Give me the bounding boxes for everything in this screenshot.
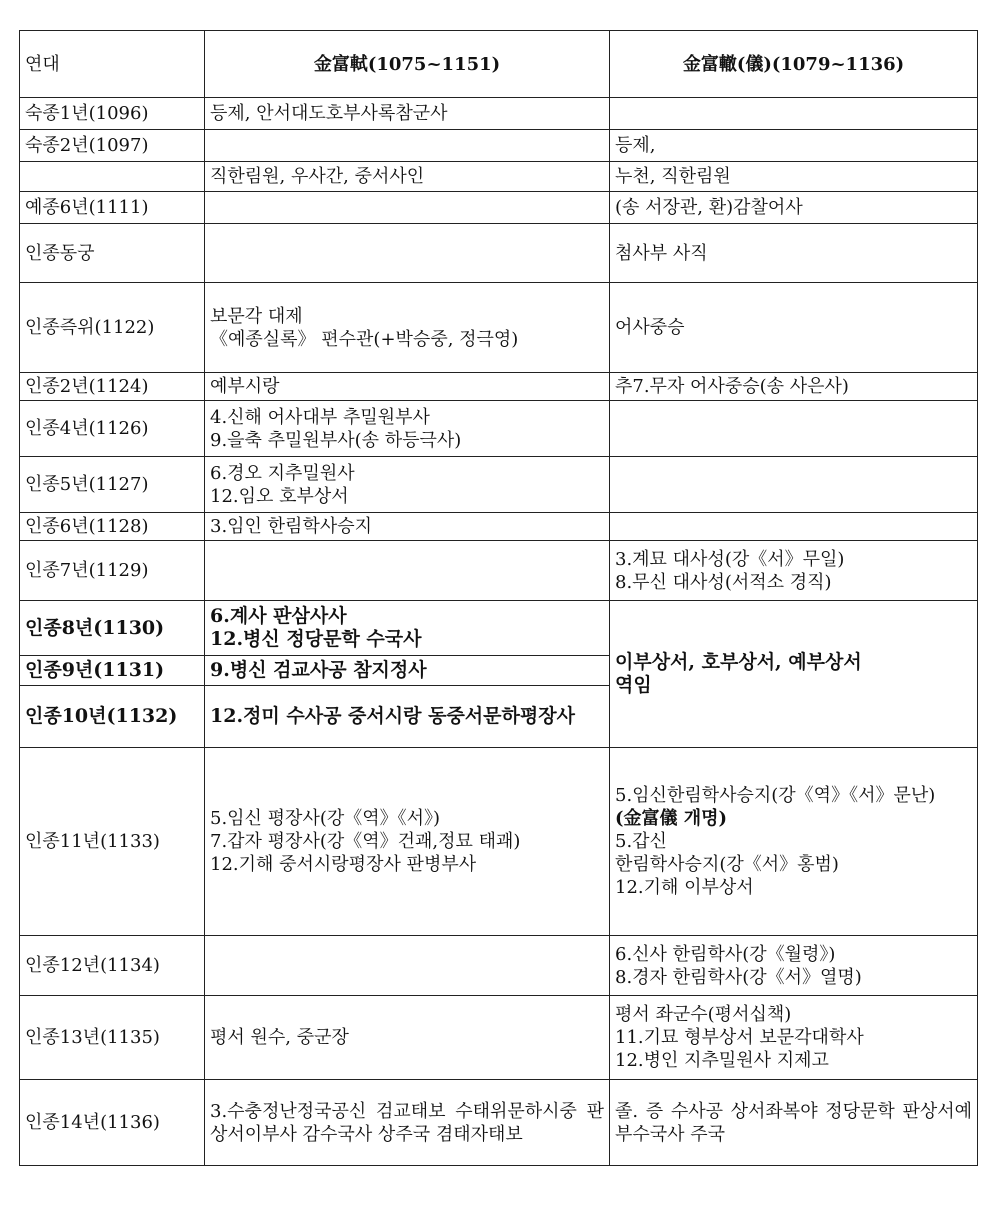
table-row bbox=[20, 98, 978, 130]
busik-cell: 3.수충정난정국공신 검교태보 수태위문하시중 판상서이부사 감수국사 상주국 겸태자태보 bbox=[205, 1080, 610, 1166]
era-cell: 인종10년(1132) bbox=[20, 686, 205, 748]
bucheol-line: 한림학사승지(강《서》홍범) bbox=[615, 854, 839, 875]
era-cell bbox=[20, 162, 205, 192]
header-kim-bucheol: 金富轍(儀)(1079~1136) bbox=[610, 31, 978, 98]
busik-cell: 예부시랑 bbox=[205, 373, 610, 401]
bucheol-line: 5.임신한림학사승지(강《역》《서》문난) bbox=[615, 785, 936, 806]
busik-line: 12.임오 호부상서 bbox=[210, 485, 349, 507]
table-row bbox=[20, 541, 978, 601]
busik-cell bbox=[205, 401, 610, 457]
bucheol-line: 3.계묘 대사성(강《서》무일) bbox=[615, 548, 845, 570]
busik-cell: 직한림원, 우사간, 중서사인 bbox=[205, 162, 610, 192]
busik-cell bbox=[205, 457, 610, 513]
bucheol-line: 12.기해 이부상서 bbox=[615, 877, 754, 898]
bucheol-cell: 어사중승 bbox=[610, 283, 978, 373]
header-era: 연대 bbox=[20, 31, 205, 98]
bucheol-cell: 졸. 증 수사공 상서좌복야 정당문학 판상서예부수국사 주국 bbox=[610, 1080, 978, 1166]
era-cell: 인종14년(1136) bbox=[20, 1080, 205, 1166]
bucheol-cell: 등제, bbox=[610, 130, 978, 162]
table-row bbox=[20, 513, 978, 541]
bucheol-line: 이부상서, 호부상서, 예부상서 bbox=[615, 651, 862, 673]
era-cell: 인종2년(1124) bbox=[20, 373, 205, 401]
table-row bbox=[20, 1080, 978, 1166]
bucheol-line: 11.기묘 형부상서 보문각대학사 bbox=[615, 1027, 864, 1048]
table-row bbox=[20, 936, 978, 996]
busik-line: 보문각 대제 bbox=[210, 305, 303, 327]
table-row bbox=[20, 748, 978, 936]
header-kim-busik: 金富軾(1075~1151) bbox=[205, 31, 610, 98]
busik-cell bbox=[205, 130, 610, 162]
chronology-table bbox=[19, 30, 978, 1166]
era-cell: 인종12년(1134) bbox=[20, 936, 205, 996]
bucheol-line: 8.경자 한림학사(강《서》열명) bbox=[615, 966, 862, 988]
busik-line: 4.신해 어사대부 추밀원부사 bbox=[210, 406, 430, 428]
bucheol-line: 평서 좌군수(평서십책) bbox=[615, 1004, 792, 1025]
table-row bbox=[20, 162, 978, 192]
era-cell: 인종13년(1135) bbox=[20, 996, 205, 1080]
era-cell: 인종9년(1131) bbox=[20, 656, 205, 686]
bucheol-cell: (송 서장관, 환)감찰어사 bbox=[610, 192, 978, 224]
bucheol-cell bbox=[610, 457, 978, 513]
bucheol-cell bbox=[610, 513, 978, 541]
table-row bbox=[20, 192, 978, 224]
busik-cell bbox=[205, 192, 610, 224]
bucheol-line: 12.병인 지추밀원사 지제고 bbox=[615, 1050, 829, 1071]
busik-cell: 3.임인 한림학사승지 bbox=[205, 513, 610, 541]
busik-cell bbox=[205, 224, 610, 283]
bucheol-line: 5.갑신 bbox=[615, 831, 667, 852]
header-row bbox=[20, 31, 978, 98]
busik-cell bbox=[205, 541, 610, 601]
bucheol-cell bbox=[610, 936, 978, 996]
busik-cell bbox=[205, 601, 610, 656]
bucheol-merged-cell bbox=[610, 601, 978, 748]
bucheol-cell bbox=[610, 98, 978, 130]
busik-line: 6.경오 지추밀원사 bbox=[210, 462, 355, 484]
era-cell: 인종즉위(1122) bbox=[20, 283, 205, 373]
era-cell: 숙종1년(1096) bbox=[20, 98, 205, 130]
era-cell: 인종동궁 bbox=[20, 224, 205, 283]
era-cell: 인종8년(1130) bbox=[20, 601, 205, 656]
busik-cell bbox=[205, 283, 610, 373]
busik-line: 《예종실록》 편수관(+박승중, 정극영) bbox=[210, 328, 519, 350]
bucheol-cell: 첨사부 사직 bbox=[610, 224, 978, 283]
table-row bbox=[20, 401, 978, 457]
era-cell: 인종11년(1133) bbox=[20, 748, 205, 936]
era-cell: 인종5년(1127) bbox=[20, 457, 205, 513]
busik-line: 12.병신 정당문학 수국사 bbox=[210, 628, 422, 650]
bucheol-line: 6.신사 한림학사(강《월령》) bbox=[615, 943, 836, 965]
bucheol-cell: 추7.무자 어사중승(송 사은사) bbox=[610, 373, 978, 401]
busik-line: 9.을축 추밀원부사(송 하등극사) bbox=[210, 429, 462, 451]
era-cell: 숙종2년(1097) bbox=[20, 130, 205, 162]
table-row bbox=[20, 130, 978, 162]
busik-cell bbox=[205, 748, 610, 936]
bucheol-line: (金富儀 개명) bbox=[615, 808, 728, 829]
table-row bbox=[20, 601, 978, 656]
busik-line: 5.임신 평장사(강《역》《서》) bbox=[210, 808, 441, 829]
busik-cell: 12.정미 수사공 중서시랑 동중서문하평장사 bbox=[205, 686, 610, 748]
era-cell: 인종7년(1129) bbox=[20, 541, 205, 601]
bucheol-cell bbox=[610, 401, 978, 457]
table-row bbox=[20, 283, 978, 373]
table-row bbox=[20, 457, 978, 513]
bucheol-line: 역임 bbox=[615, 674, 652, 696]
era-cell: 예종6년(1111) bbox=[20, 192, 205, 224]
busik-line: 12.기해 중서시랑평장사 판병부사 bbox=[210, 854, 477, 875]
busik-cell: 등제, 안서대도호부사록참군사 bbox=[205, 98, 610, 130]
bucheol-cell bbox=[610, 996, 978, 1080]
busik-cell: 9.병신 검교사공 참지정사 bbox=[205, 656, 610, 686]
bucheol-cell: 누천, 직한림원 bbox=[610, 162, 978, 192]
bucheol-cell bbox=[610, 541, 978, 601]
era-cell: 인종6년(1128) bbox=[20, 513, 205, 541]
table-row bbox=[20, 224, 978, 283]
busik-line: 7.갑자 평장사(강《역》건괘,정묘 태괘) bbox=[210, 831, 521, 852]
busik-line: 6.계사 판삼사사 bbox=[210, 605, 347, 627]
busik-cell: 평서 원수, 중군장 bbox=[205, 996, 610, 1080]
busik-cell bbox=[205, 936, 610, 996]
bucheol-line: 8.무신 대사성(서적소 경직) bbox=[615, 571, 832, 593]
table-row bbox=[20, 373, 978, 401]
table-row bbox=[20, 996, 978, 1080]
era-cell: 인종4년(1126) bbox=[20, 401, 205, 457]
bucheol-cell bbox=[610, 748, 978, 936]
